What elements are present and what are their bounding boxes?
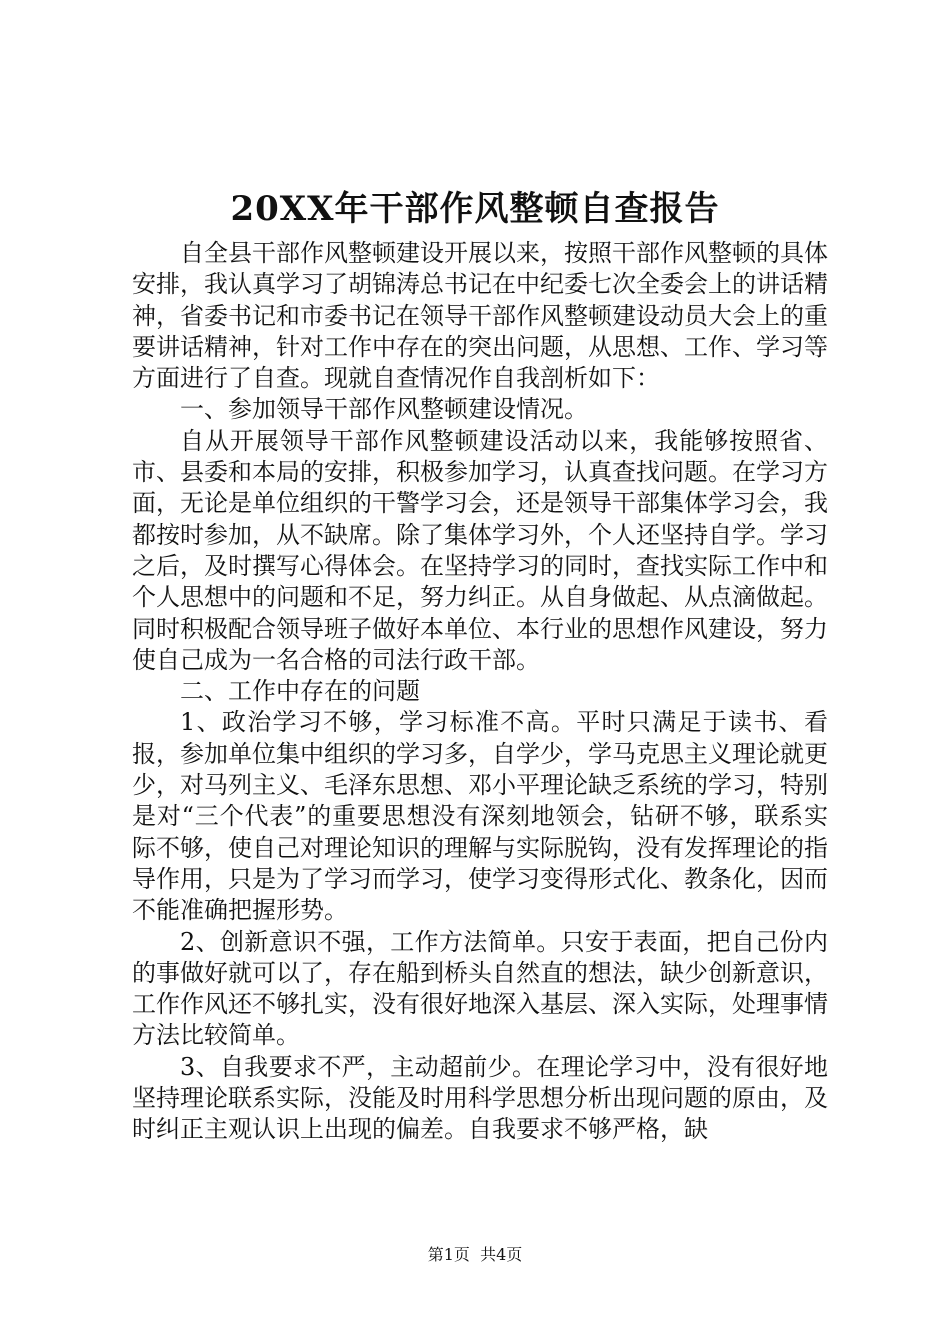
paragraph-item-3: 3、自我要求不严，主动超前少。在理论学习中，没有很好地坚持理论联系实际，没能及时用科学思想分析出现问题的原由，及时纠正主观认识上出现的偏差。自我要求不够严格，缺 xyxy=(132,1052,828,1144)
paragraph-section-1: 自从开展领导干部作风整顿建设活动以来，我能够按照省、市、县委和本局的安排，积极参加学习，认真查找问题。在学习方面，无论是单位组织的干警学习会，还是领导干部集体学习会，我都按时参加，从不缺席。除了集体学习外，个人还坚持自学。学习之后，及时撰写心得体会。在坚持学习的同时，查找实际工作中和个人思想中的问题和不足，努力纠正。从自身做起、从点滴做起。同时积极配合领导班子做好本单位、本行业的思想作风建设，努力使自己成为一名合格的司法行政干部。 xyxy=(132,426,828,674)
page-footer xyxy=(0,1244,950,1266)
page-total: 共4页 xyxy=(480,1245,523,1264)
paragraph-item-1: 1、政治学习不够，学习标准不高。平时只满足于读书、看报，参加单位集中组织的学习多，自学少，学马克思主义理论就更少，对马列主义、毛泽东思想、邓小平理论缺乏系统的学习，特别是对“三个代表”的重要思想没有深刻地领会，钻研不够，联系实际不够，使自己对理论知识的理解与实际脱钩，没有发挥理论的指导作用，只是为了学习而学习，使学习变得形式化、教条化，因而不能准确把握形势。 xyxy=(132,708,828,925)
paragraph-item-2: 2、创新意识不强，工作方法简单。只安于表面，把自己份内的事做好就可以了，存在船到桥头自然直的想法，缺少创新意识，工作作风还不够扎实，没有很好地深入基层、深入实际，处理事情方法比较简单。 xyxy=(132,927,828,1050)
document-body xyxy=(132,238,828,1146)
section-heading-1: 一、参加领导干部作风整顿建设情况。 xyxy=(180,395,588,424)
footer-spacer xyxy=(470,1245,480,1264)
document-title: 20XX年干部作风整顿自查报告 xyxy=(230,189,720,229)
paragraph-intro: 自全县干部作风整顿建设开展以来，按照干部作风整顿的具体安排，我认真学习了胡锦涛总书记在中纪委七次全委会上的讲话精神，省委书记和市委书记在领导干部作风整顿建设动员大会上的重要讲话精神，针对工作中存在的突出问题，从思想、工作、学习等方面进行了自查。现就自查情况作自我剖析如下： xyxy=(132,239,828,393)
section-heading-2: 二、工作中存在的问题 xyxy=(180,677,420,706)
page-number: 第1页 xyxy=(427,1245,470,1264)
